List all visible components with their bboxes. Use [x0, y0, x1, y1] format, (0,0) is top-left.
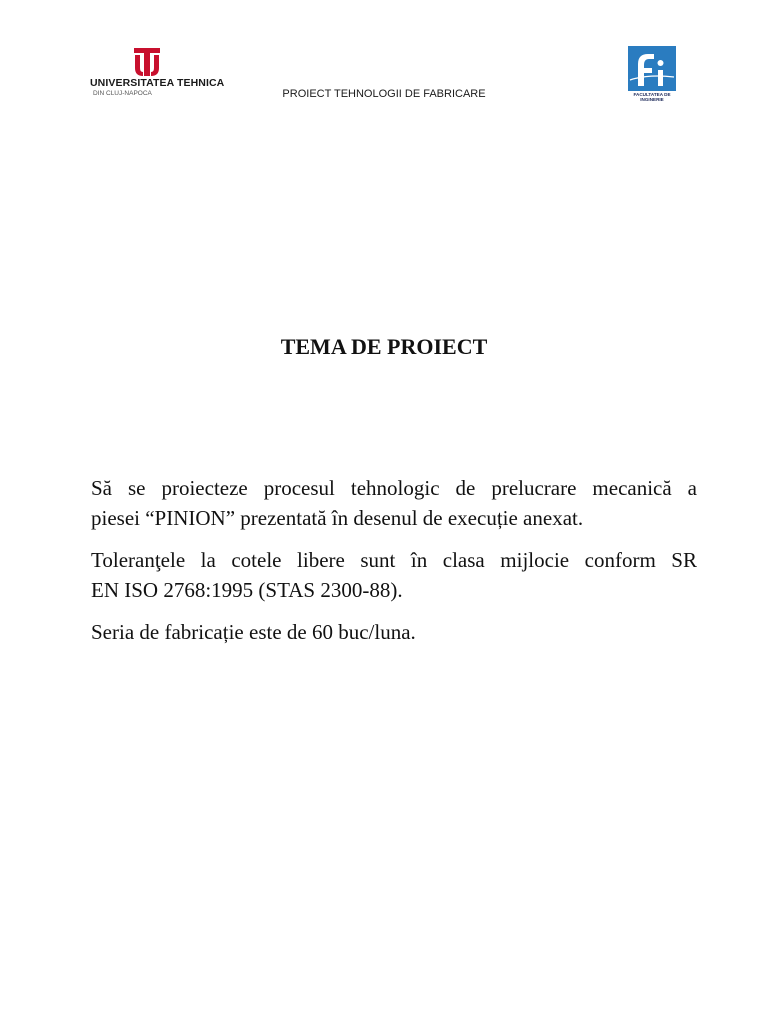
document-body: [91, 473, 697, 659]
document-title: TEMA DE PROIECT: [280, 334, 488, 359]
paragraph-task: [91, 473, 697, 533]
header-title: PROIECT TEHNOLOGII DE FABRICARE: [282, 88, 486, 100]
paragraph-line: Toleranţele la cotele libere sunt în clasa mijlocie conform SR: [91, 548, 697, 572]
utc-logo-icon: [134, 48, 160, 76]
university-name: UNIVERSITATEA TEHNICA: [90, 77, 225, 89]
paragraph-line: EN ISO 2768:1995 (STAS 2300-88).: [91, 578, 403, 602]
paragraph-line: piesei “PINION” prezentată în desenul de execuție anexat.: [91, 506, 584, 530]
faculty-caption-line2: INGINERIE: [640, 97, 664, 103]
faculty-caption: [624, 92, 680, 103]
page-header: [0, 0, 768, 130]
paragraph-tolerances: [91, 545, 697, 605]
faculty-logo: [624, 46, 680, 116]
paragraph-series: [91, 617, 697, 647]
university-city: DIN CLUJ-NAPOCA: [93, 90, 152, 97]
paragraph-line: Să se proiecteze procesul tehnologic de prelucrare mecanică a: [91, 476, 697, 500]
paragraph-line: Seria de fabricație este de 60 buc/luna.: [91, 620, 416, 644]
faculty-logo-icon: [628, 46, 676, 91]
faculty-caption-line1: FACULTATEA DE: [633, 92, 671, 97]
